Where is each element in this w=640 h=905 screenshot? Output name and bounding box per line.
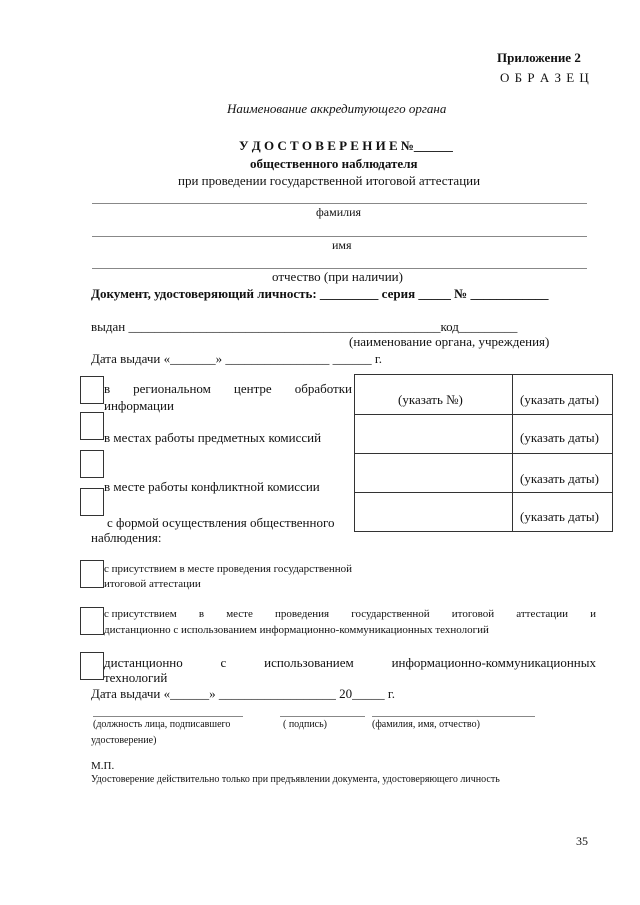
remote-checkbox[interactable] [80,652,104,680]
org-name: Наименование аккредитующего органа [227,101,447,116]
name-line [92,236,587,237]
sample-label: О Б Р А З Е Ц [500,70,590,85]
page-number: 35 [576,834,588,848]
surname-line [92,203,587,204]
appendix-label: Приложение 2 [497,50,581,65]
conflict-commission-checkbox-a[interactable] [80,450,104,478]
stamp-label: М.П. [91,760,115,772]
regional-center-checkbox[interactable] [80,376,104,404]
table-empty-cell-4 [354,492,513,532]
remote-label: дистанционно с использованием информационно-коммуникационных [104,655,596,670]
table-empty-cell-2 [354,414,513,454]
certificate-subtitle: общественного наблюдателя [250,156,418,171]
position-line [93,716,243,717]
presence-label: с присутствием в месте проведения государственной [104,563,353,575]
position-caption: (должность лица, подписавшего [93,719,231,730]
conflict-commission-checkbox-b[interactable] [80,488,104,516]
subject-commissions-label: в местах работы предметных комиссий [104,430,322,445]
presence-remote-label: с присутствием в месте проведения государственной итоговой аттестации и [104,608,596,620]
presence-checkbox[interactable] [80,560,104,588]
subject-commissions-checkbox[interactable] [80,412,104,440]
number-placeholder: (указать №) [398,392,463,407]
issuer-hint: (наименование органа, учреждения) [349,334,550,349]
dates-placeholder-1: (указать даты) [520,392,599,407]
table-empty-cell-3 [354,453,513,493]
dates-placeholder-4: (указать даты) [520,509,599,524]
validity-note: Удостоверение действительно только при предъявлении документа, удостоверяющего личность [91,774,500,785]
certificate-subtitle-2: при проведении государственной итоговой аттестации [178,173,481,188]
form-label: с формой осуществления общественного [107,515,335,530]
signature-line [280,716,365,717]
issued-by-line: выдан ________________________________________________код_________ [91,319,518,334]
presence-label-2: итоговой аттестации [104,578,201,590]
certificate-title: У Д О С Т О В Е Р Е Н И Е №______ [239,138,453,153]
dates-placeholder-2: (указать даты) [520,430,599,445]
regional-center-label-2: информации [104,398,174,413]
form-label-2: наблюдения: [91,530,162,545]
patronymic-label: отчество (при наличии) [272,269,403,284]
conflict-commission-label: в месте работы конфликтной комиссии [104,479,320,494]
name-label: имя [332,238,352,252]
full-name-line [372,716,535,717]
signature-caption: ( подпись) [283,719,328,730]
issue-date-line: Дата выдачи «_______» ________________ ______ г. [91,351,383,366]
regional-center-label: в региональном центре обработки [104,381,352,396]
presence-remote-checkbox[interactable] [80,607,104,635]
surname-label: фамилия [316,205,362,219]
presence-remote-label-2: дистанционно с использованием информационно-коммуникационных технологий [104,624,489,636]
remote-label-2: технологий [104,670,168,685]
full-name-caption: (фамилия, имя, отчество) [372,719,480,730]
id-document-line: Документ, удостоверяющий личность: _________ серия _____ № ____________ [91,286,549,301]
footer-issue-date: Дата выдачи «______» __________________ 20_____ г. [91,686,396,701]
dates-placeholder-3: (указать даты) [520,471,599,486]
position-caption-2: удостоверение) [91,735,157,746]
